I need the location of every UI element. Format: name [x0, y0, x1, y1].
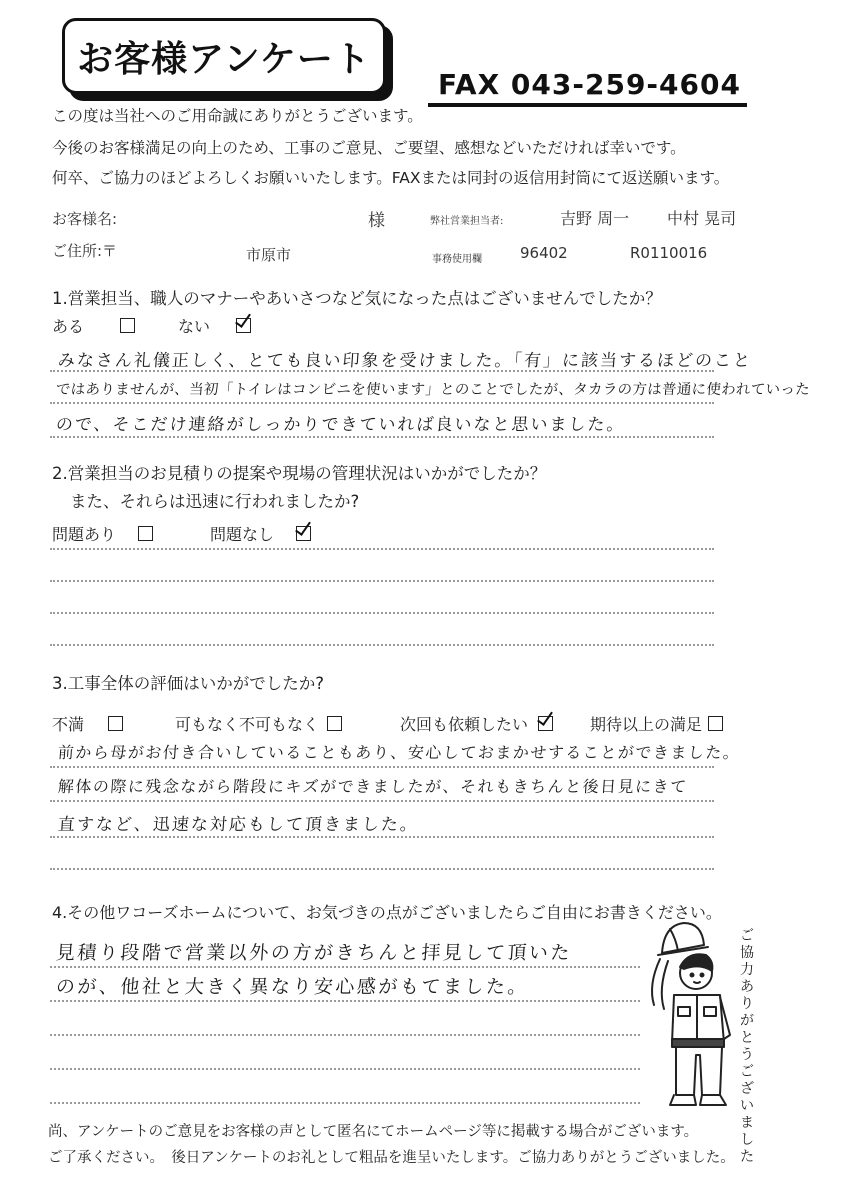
q2-answer-rule-2	[50, 580, 714, 582]
q4-answer-line-1: 見積り段階で営業以外の方がきちんと拝見して頂いた	[55, 942, 573, 964]
q3-option-3-label: 次回も依頼したい	[400, 715, 529, 734]
q3-option-4[interactable]	[590, 712, 723, 735]
q2-checkbox-yes[interactable]	[138, 526, 153, 541]
q4-answer-rule-1	[50, 966, 640, 968]
worker-illustration-icon	[640, 915, 740, 1115]
q1-option-no[interactable]	[178, 314, 251, 337]
staff-name-1: 吉野 周一	[560, 209, 630, 228]
q3-checkbox-1[interactable]	[108, 716, 123, 731]
q1-answer-line-2: ではありませんが、当初「トイレはコンビニを使います」とのことでしたが、タカラの方は普通に使われていった	[55, 382, 811, 398]
q4-answer-rule-2	[50, 1000, 640, 1002]
q2-checkbox-no[interactable]	[296, 526, 311, 541]
q3-option-1[interactable]	[52, 712, 123, 735]
q2-answer-rule-4	[50, 644, 714, 646]
survey-title-box	[62, 18, 386, 94]
q1-answer-rule-3	[50, 436, 714, 438]
q3-answer-line-2: 解体の際に残念ながら階段にキズができましたが、それもきちんと後日見にきて	[57, 777, 689, 796]
q3-question: 3.工事全体の評価はいかがでしたか?	[52, 674, 325, 693]
office-use-label: 事務使用欄	[432, 254, 482, 265]
q2-question: 2.営業担当のお見積りの提案や現場の管理状況はいかがでしたか？	[52, 464, 547, 483]
q2-option-no-label: 問題なし	[210, 525, 275, 544]
intro-line-3: 何卒、ご協力のほどよろしくお願いいたします。FAXまたは同封の返信用封筒にて返送願います。	[52, 169, 730, 187]
q3-answer-rule-3	[50, 836, 714, 838]
q1-answer-rule-1	[50, 370, 714, 372]
staff-label: 弊社営業担当者:	[430, 216, 504, 227]
q3-option-2[interactable]	[175, 712, 342, 735]
q2-answer-rule-3	[50, 612, 714, 614]
q4-answer-rule-4	[50, 1068, 640, 1070]
intro-line-1: この度は当社へのご用命誠にありがとうございます。	[52, 107, 423, 125]
address-city: 市原市	[246, 246, 292, 264]
q4-answer-line-2: のが、他社と大きく異なり安心感がもてました。	[55, 976, 530, 998]
fax-number: FAX 043-259-4604	[428, 68, 747, 107]
footer-line-2: ご了承ください。 後日アンケートのお礼として粗品を進呈いたします。ご協力ありがとうございました。	[48, 1150, 735, 1166]
q1-option-no-label: ない	[178, 317, 211, 336]
address-label: ご住所:〒	[52, 242, 118, 260]
survey-title: お客様アンケート	[77, 38, 371, 80]
footer-line-1: 尚、アンケートのご意見をお客様の声として匿名にてホームページ等に掲載する場合がございます。	[48, 1124, 699, 1140]
q4-answer-rule-5	[50, 1102, 640, 1104]
q2-option-yes[interactable]	[52, 522, 153, 545]
q1-option-yes-label: ある	[52, 317, 85, 336]
customer-name-label: お客様名:	[52, 210, 118, 228]
q3-answer-line-1: 前から母がお付き合いしていることもあり、安心しておまかせすることができました。	[57, 743, 742, 762]
intro-line-2: 今後のお客様満足の向上のため、工事のご意見、ご要望、感想などいただければ幸いです。	[52, 139, 686, 157]
q2-option-no[interactable]	[210, 522, 311, 545]
q3-option-3[interactable]	[400, 712, 553, 735]
office-code-2: R0110016	[630, 244, 708, 262]
q1-option-yes[interactable]	[52, 314, 135, 337]
office-code-1: 96402	[520, 244, 568, 262]
q3-option-4-label: 期待以上の満足	[590, 715, 703, 734]
q1-answer-rule-2	[50, 402, 714, 404]
q2-option-yes-label: 問題あり	[52, 525, 117, 544]
q3-checkbox-4[interactable]	[708, 716, 723, 731]
side-thanks-vertical: ご協力ありがとうございました	[740, 928, 754, 1165]
q2-answer-rule-1	[50, 548, 714, 550]
q3-answer-rule-1	[50, 766, 714, 768]
staff-name-2: 中村 晃司	[667, 209, 737, 228]
q1-answer-line-3: ので、そこだけ連絡がしっかりできていれば良いなと思いました。	[55, 415, 627, 435]
q3-answer-rule-2	[50, 800, 714, 802]
q3-option-1-label: 不満	[52, 715, 85, 734]
q3-answer-rule-4	[50, 868, 714, 870]
honorific-sama: 様	[368, 211, 385, 231]
q1-question: 1.営業担当、職人のマナーやあいさつなど気になった点はございませんでしたか？	[52, 289, 662, 308]
q1-checkbox-no[interactable]	[236, 318, 251, 333]
q1-answer-line-1: みなさん礼儀正しく、とても良い印象を受けました。「有」に該当するほどのこと	[57, 351, 753, 371]
q3-checkbox-3[interactable]	[538, 716, 553, 731]
q1-checkbox-yes[interactable]	[120, 318, 135, 333]
q2-question-2: また、それらは迅速に行われましたか?	[70, 492, 360, 511]
q4-question: 4.その他ワコーズホームについて、お気づきの点がございましたらご自由にお書きください。	[52, 903, 722, 922]
q4-answer-rule-3	[50, 1034, 640, 1036]
q3-answer-line-3: 直すなど、迅速な対応もして頂きました。	[57, 815, 420, 835]
q3-option-2-label: 可もなく不可もなく	[175, 715, 320, 734]
q3-checkbox-2[interactable]	[327, 716, 342, 731]
